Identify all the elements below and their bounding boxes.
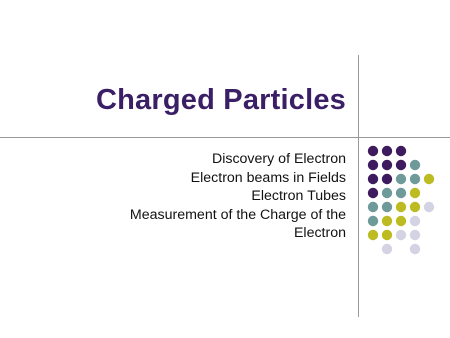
decorative-dot [368, 216, 378, 226]
decorative-dot [410, 216, 420, 226]
decorative-dot [382, 244, 392, 254]
bullet-item: Discovery of Electron [211, 151, 346, 167]
decorative-dot [382, 216, 392, 226]
decorative-dot [368, 230, 378, 240]
decorative-dot [410, 188, 420, 198]
slide-title: Charged Particles [96, 84, 346, 116]
bullet-item: Measurement of the Charge of the [129, 206, 346, 223]
decorative-dot [396, 174, 406, 184]
decorative-dot [410, 202, 420, 212]
bullet-item: Electron beams in Fields [190, 169, 346, 186]
decorative-dot [368, 146, 378, 156]
decorative-dot [396, 188, 406, 198]
decorative-dot [410, 174, 420, 184]
decorative-dot [382, 202, 392, 212]
decorative-dot [382, 174, 392, 184]
decorative-dot [382, 146, 392, 156]
decorative-dot [368, 160, 378, 170]
decorative-dot [410, 160, 420, 170]
decorative-dot [424, 202, 434, 212]
decorative-dot [396, 216, 406, 226]
decorative-dot [410, 244, 420, 254]
bullet-item: Electron Tubes [251, 188, 346, 205]
decorative-dot [396, 202, 406, 212]
decorative-dot [368, 202, 378, 212]
decorative-dot [396, 160, 406, 170]
decorative-dot [424, 174, 434, 184]
decorative-dot [382, 188, 392, 198]
decorative-dot [382, 160, 392, 170]
decorative-dot [382, 230, 392, 240]
decorative-dot [368, 174, 378, 184]
bullet-item: Electron [293, 225, 346, 242]
decorative-dot [410, 230, 420, 240]
decorative-dot [396, 146, 406, 156]
decorative-dot [368, 188, 378, 198]
decorative-dot [396, 230, 406, 240]
